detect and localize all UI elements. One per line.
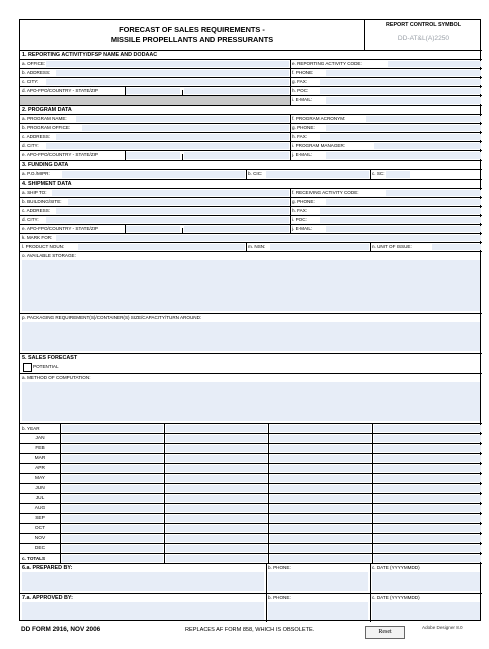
s4-phone-field[interactable] bbox=[290, 198, 482, 206]
section-2-title: 2. PROGRAM DATA bbox=[22, 107, 72, 113]
s2-apo-label: e. APO-FPO/COUNTRY - STATE/ZIP bbox=[22, 152, 98, 157]
month-cell-col-3[interactable] bbox=[268, 504, 372, 513]
s1-address-label: b. ADDRESS: bbox=[22, 70, 51, 75]
s1-email-label: i. E-MAIL: bbox=[292, 97, 313, 102]
title-line-1: FORECAST OF SALES REQUIREMENTS - bbox=[119, 25, 265, 34]
potential-label: POTENTIAL bbox=[33, 364, 59, 369]
month-cell-col-2[interactable] bbox=[164, 484, 268, 493]
month-cell-col-3[interactable] bbox=[268, 434, 372, 443]
s2-program-office-label: b. PROGRAM OFFICE: bbox=[22, 125, 71, 130]
s1-phone-label: f. PHONE: bbox=[292, 70, 314, 75]
s1-fax-field[interactable] bbox=[290, 78, 482, 86]
totals-col-4[interactable] bbox=[372, 554, 482, 563]
s5-method-label: a. METHOD OF COMPUTATION: bbox=[22, 375, 91, 380]
month-cell-col-1[interactable] bbox=[60, 544, 164, 553]
month-cell-col-3[interactable] bbox=[268, 444, 372, 453]
s4-receiving-activity-code-field[interactable] bbox=[290, 189, 482, 197]
month-label: MAR bbox=[34, 456, 46, 461]
month-cell-col-4[interactable] bbox=[372, 534, 482, 543]
month-row bbox=[20, 534, 482, 544]
s1-fax-label: g. FAX: bbox=[292, 79, 308, 84]
month-cell-col-2[interactable] bbox=[164, 444, 268, 453]
month-cell-col-1[interactable] bbox=[60, 504, 164, 513]
s1-row-c bbox=[20, 78, 482, 87]
month-cell-col-3[interactable] bbox=[268, 454, 372, 463]
s3-po-mipr-label: a. P.O./MIPR: bbox=[22, 171, 50, 176]
s4-available-storage-label: o. AVAILABLE STORAGE: bbox=[22, 253, 76, 258]
s4-row-c bbox=[20, 207, 482, 216]
s2-email-field[interactable] bbox=[290, 151, 482, 160]
s4-rac-label: f. RECEIVING ACTIVITY CODE: bbox=[292, 190, 359, 195]
s4-apo-field[interactable] bbox=[20, 225, 290, 233]
s6-prepared-by-label: 6.a. PREPARED BY: bbox=[22, 565, 73, 571]
s1-row-d bbox=[20, 87, 482, 96]
totals-label: c. TOTALS bbox=[22, 556, 46, 561]
month-cell-col-3[interactable] bbox=[268, 484, 372, 493]
section-2-header bbox=[20, 106, 482, 115]
year-label: b. YEAR bbox=[22, 426, 40, 431]
s1-poc-field[interactable] bbox=[290, 87, 482, 95]
s1-office-field[interactable] bbox=[20, 60, 290, 68]
s7-phone-label: b. PHONE: bbox=[268, 595, 291, 600]
month-cell-col-3[interactable] bbox=[268, 514, 372, 523]
s4-apo-label: e. APO-FPO/COUNTRY - STATE/ZIP bbox=[22, 226, 98, 231]
month-label: APR bbox=[35, 466, 45, 471]
year-col-1[interactable] bbox=[60, 424, 164, 433]
s4-address-field[interactable] bbox=[20, 207, 290, 215]
s4-fax-field[interactable] bbox=[290, 207, 482, 215]
month-cell-col-4[interactable] bbox=[372, 464, 482, 473]
s1-shaded-block bbox=[20, 96, 290, 105]
s3-row bbox=[20, 170, 482, 180]
section-1-title: 1. REPORTING ACTIVITY/DFSP NAME AND DODAAC bbox=[22, 52, 158, 58]
section-1-header bbox=[20, 51, 482, 60]
s4-packaging-field[interactable] bbox=[20, 314, 482, 354]
month-cell-col-4[interactable] bbox=[372, 454, 482, 463]
s1-row-b bbox=[20, 69, 482, 78]
s4-packaging-label: p. PACKAGING REQUIREMENT(S)/CONTAINER(S) SIZE/CAPACITY/TURN AROUND: bbox=[22, 315, 202, 320]
s2-row-c bbox=[20, 133, 482, 142]
s6-phone-field[interactable] bbox=[266, 564, 370, 593]
section-3-title: 3. FUNDING DATA bbox=[22, 162, 69, 168]
replaces-notice: REPLACES AF FORM 858, WHICH IS OBSOLETE. bbox=[185, 627, 315, 633]
month-cell-col-1[interactable] bbox=[60, 454, 164, 463]
month-cell-col-1[interactable] bbox=[60, 484, 164, 493]
month-label: JAN bbox=[35, 436, 45, 441]
totals-row bbox=[20, 554, 482, 564]
s4-row-d bbox=[20, 216, 482, 225]
month-cell-col-3[interactable] bbox=[268, 544, 372, 553]
s4-product-noun-label: l. PRODUCT NOUN: bbox=[22, 244, 65, 249]
month-cell-col-4[interactable] bbox=[372, 444, 482, 453]
adobe-designer-label: Adobe Designer 8.0 bbox=[422, 625, 463, 630]
s2-fax-field[interactable] bbox=[290, 133, 482, 141]
month-row bbox=[20, 474, 482, 484]
month-cell-col-1[interactable] bbox=[60, 444, 164, 453]
month-row bbox=[20, 514, 482, 524]
s4-row-a bbox=[20, 189, 482, 198]
month-cell-col-1[interactable] bbox=[60, 534, 164, 543]
s2-program-acronym-label: f. PROGRAM ACRONYM: bbox=[292, 116, 346, 121]
s7-phone-field[interactable] bbox=[266, 594, 370, 622]
s2-fax-label: h. FAX: bbox=[292, 134, 308, 139]
section-5-header bbox=[20, 354, 482, 374]
s4-city-label: d. CITY: bbox=[22, 217, 39, 222]
month-row bbox=[20, 494, 482, 504]
form-title bbox=[20, 20, 365, 51]
s4-row-e bbox=[20, 225, 482, 234]
month-row bbox=[20, 464, 482, 474]
month-label: NOV bbox=[34, 536, 46, 541]
section-4-title: 4. SHIPMENT DATA bbox=[22, 181, 72, 187]
month-label: DEC bbox=[34, 546, 46, 551]
s7-approved-by-field[interactable] bbox=[20, 594, 266, 622]
month-cell-col-3[interactable] bbox=[268, 524, 372, 533]
s4-product-noun-field[interactable] bbox=[20, 243, 246, 251]
month-cell-col-2[interactable] bbox=[164, 514, 268, 523]
s3-sc-label: c. SC: bbox=[372, 171, 385, 176]
s1-row-a bbox=[20, 60, 482, 69]
s4-email-field[interactable] bbox=[290, 225, 482, 233]
s6-phone-label: b. PHONE: bbox=[268, 565, 291, 570]
s2-address-field[interactable] bbox=[20, 133, 290, 141]
month-row bbox=[20, 484, 482, 494]
s1-address-field[interactable] bbox=[20, 69, 290, 77]
s4-row-l bbox=[20, 243, 482, 252]
month-cell-col-4[interactable] bbox=[372, 484, 482, 493]
title-line-2: MISSILE PROPELLANTS AND PRESSURANTS bbox=[110, 35, 274, 44]
totals-col-3[interactable] bbox=[268, 554, 372, 563]
s1-phone-field[interactable] bbox=[290, 69, 482, 77]
s6-prepared-by-field[interactable] bbox=[20, 564, 266, 593]
year-col-2[interactable] bbox=[164, 424, 268, 433]
s4-ship-to-field[interactable] bbox=[20, 189, 290, 197]
s4-phone-label: g. PHONE: bbox=[292, 199, 315, 204]
s7-date-label: c. DATE (YYYYMMDD) bbox=[372, 595, 420, 600]
rcs-value: DD-AT&L(A)2250 bbox=[397, 35, 450, 42]
month-cell-col-3[interactable] bbox=[268, 464, 372, 473]
month-cell-col-2[interactable] bbox=[164, 434, 268, 443]
s2-program-office-field[interactable] bbox=[20, 124, 290, 132]
s2-program-manager-field[interactable] bbox=[290, 142, 482, 150]
s1-rac-label: e. REPORTING ACTIVITY CODE: bbox=[292, 61, 362, 66]
s4-poc-field[interactable] bbox=[290, 216, 482, 224]
s4-address-label: c. ADDRESS: bbox=[22, 208, 51, 213]
s4-available-storage-field[interactable] bbox=[20, 252, 482, 314]
month-cell-col-4[interactable] bbox=[372, 514, 482, 523]
s2-phone-label: g. PHONE: bbox=[292, 125, 315, 130]
s4-nsn-label: m. NSN: bbox=[248, 244, 266, 249]
s2-program-manager-label: i. PROGRAM MANAGER: bbox=[292, 143, 346, 148]
form-number: DD FORM 2916, NOV 2006 bbox=[21, 626, 101, 633]
s4-city-field[interactable] bbox=[20, 216, 290, 224]
month-cell-col-2[interactable] bbox=[164, 494, 268, 503]
rcs-header: REPORT CONTROL SYMBOL bbox=[385, 22, 462, 28]
month-label: AUG bbox=[34, 506, 46, 511]
month-row bbox=[20, 524, 482, 534]
totals-col-1[interactable] bbox=[60, 554, 164, 563]
month-cell-col-4[interactable] bbox=[372, 434, 482, 443]
totals-col-2[interactable] bbox=[164, 554, 268, 563]
month-cell-col-4[interactable] bbox=[372, 474, 482, 483]
month-label: JUN bbox=[35, 486, 45, 491]
month-row bbox=[20, 454, 482, 464]
potential-checkbox[interactable] bbox=[23, 363, 32, 372]
s2-city-field[interactable] bbox=[20, 142, 290, 150]
s4-row-k bbox=[20, 234, 482, 243]
month-cell-col-3[interactable] bbox=[268, 534, 372, 543]
form-container bbox=[19, 19, 481, 621]
month-cell-col-2[interactable] bbox=[164, 454, 268, 463]
year-row bbox=[20, 424, 482, 434]
s4-mark-for-field[interactable] bbox=[20, 234, 482, 242]
s6-row bbox=[20, 564, 482, 594]
s3-po-mipr-field[interactable] bbox=[20, 170, 246, 179]
s2-phone-field[interactable] bbox=[290, 124, 482, 132]
s2-row-e bbox=[20, 151, 482, 161]
month-cell-col-4[interactable] bbox=[372, 524, 482, 533]
s4-nsn-field[interactable] bbox=[246, 243, 370, 251]
section-3-header bbox=[20, 161, 482, 170]
month-cell-col-1[interactable] bbox=[60, 514, 164, 523]
year-col-4[interactable] bbox=[372, 424, 482, 433]
s1-row-e bbox=[20, 96, 482, 106]
s1-city-label: c. CITY: bbox=[22, 79, 39, 84]
month-row bbox=[20, 544, 482, 554]
s4-row-b bbox=[20, 198, 482, 207]
month-label: JUL bbox=[35, 496, 45, 501]
month-label: FEB bbox=[35, 446, 45, 451]
s4-unit-of-issue-label: n. UNIT OF ISSUE: bbox=[372, 244, 412, 249]
s7-approved-by-label: 7.a. APPROVED BY: bbox=[22, 595, 73, 601]
month-cell-col-1[interactable] bbox=[60, 464, 164, 473]
s2-city-label: d. CITY: bbox=[22, 143, 39, 148]
month-label: MAY bbox=[34, 476, 46, 481]
s5-method-of-computation-field[interactable] bbox=[20, 374, 482, 424]
s4-fax-label: h. FAX: bbox=[292, 208, 308, 213]
month-cell-col-4[interactable] bbox=[372, 544, 482, 553]
s6-date-label: c. DATE (YYYYMMDD) bbox=[372, 565, 420, 570]
month-row bbox=[20, 444, 482, 454]
s3-sc-field[interactable] bbox=[370, 170, 482, 179]
year-col-3[interactable] bbox=[268, 424, 372, 433]
s4-ship-to-label: a. SHIP TO: bbox=[22, 190, 47, 195]
s2-apo-field[interactable] bbox=[20, 151, 290, 160]
month-cell-col-1[interactable] bbox=[60, 494, 164, 503]
month-label: OCT bbox=[34, 526, 46, 531]
s1-apo-label: d. APO-FPO/COUNTRY - STATE/ZIP bbox=[22, 88, 98, 93]
s3-cic-label: b. CIC: bbox=[248, 171, 263, 176]
s2-address-label: c. ADDRESS: bbox=[22, 134, 51, 139]
s2-program-name-field[interactable] bbox=[20, 115, 290, 123]
section-5-title: 5. SALES FORECAST bbox=[22, 355, 78, 361]
s1-apo-field[interactable] bbox=[20, 87, 290, 95]
s2-email-label: j. E-MAIL: bbox=[292, 152, 313, 157]
month-cell-col-1[interactable] bbox=[60, 474, 164, 483]
s3-cic-field[interactable] bbox=[246, 170, 370, 179]
month-cell-col-2[interactable] bbox=[164, 474, 268, 483]
s4-building-label: b. BUILDING/SITE: bbox=[22, 199, 62, 204]
month-cell-col-4[interactable] bbox=[372, 504, 482, 513]
month-cell-col-1[interactable] bbox=[60, 524, 164, 533]
month-cell-col-4[interactable] bbox=[372, 494, 482, 503]
s6-date-field[interactable] bbox=[370, 564, 482, 593]
month-cell-col-2[interactable] bbox=[164, 544, 268, 553]
month-cell-col-2[interactable] bbox=[164, 504, 268, 513]
report-control-symbol bbox=[365, 20, 482, 51]
s4-unit-of-issue-field[interactable] bbox=[370, 243, 482, 251]
month-cell-col-3[interactable] bbox=[268, 474, 372, 483]
s4-poc-label: i. POC: bbox=[292, 217, 307, 222]
s1-email-field[interactable] bbox=[290, 96, 482, 105]
s1-poc-label: h. POC: bbox=[292, 88, 309, 93]
month-row bbox=[20, 434, 482, 444]
s2-program-name-label: a. PROGRAM NAME: bbox=[22, 116, 67, 121]
month-cell-col-2[interactable] bbox=[164, 464, 268, 473]
month-cell-col-1[interactable] bbox=[60, 434, 164, 443]
s1-city-field[interactable] bbox=[20, 78, 290, 86]
month-cell-col-2[interactable] bbox=[164, 524, 268, 533]
s7-row bbox=[20, 594, 482, 622]
section-4-header bbox=[20, 180, 482, 189]
s1-reporting-activity-code-field[interactable] bbox=[290, 60, 482, 68]
s1-office-label: a. OFFICE: bbox=[22, 61, 46, 66]
s7-date-field[interactable] bbox=[370, 594, 482, 622]
month-label: SEP bbox=[35, 516, 45, 521]
month-row bbox=[20, 504, 482, 514]
s4-email-label: j. E-MAIL: bbox=[292, 226, 313, 231]
reset-button[interactable]: Reset bbox=[365, 626, 405, 639]
month-cell-col-3[interactable] bbox=[268, 494, 372, 503]
s2-program-acronym-field[interactable] bbox=[290, 115, 482, 123]
s4-mark-for-label: k. MARK FOR: bbox=[22, 235, 53, 240]
s2-row-d bbox=[20, 142, 482, 151]
month-cell-col-2[interactable] bbox=[164, 534, 268, 543]
s2-row-b bbox=[20, 124, 482, 133]
s4-building-field[interactable] bbox=[20, 198, 290, 206]
s2-row-a bbox=[20, 115, 482, 124]
